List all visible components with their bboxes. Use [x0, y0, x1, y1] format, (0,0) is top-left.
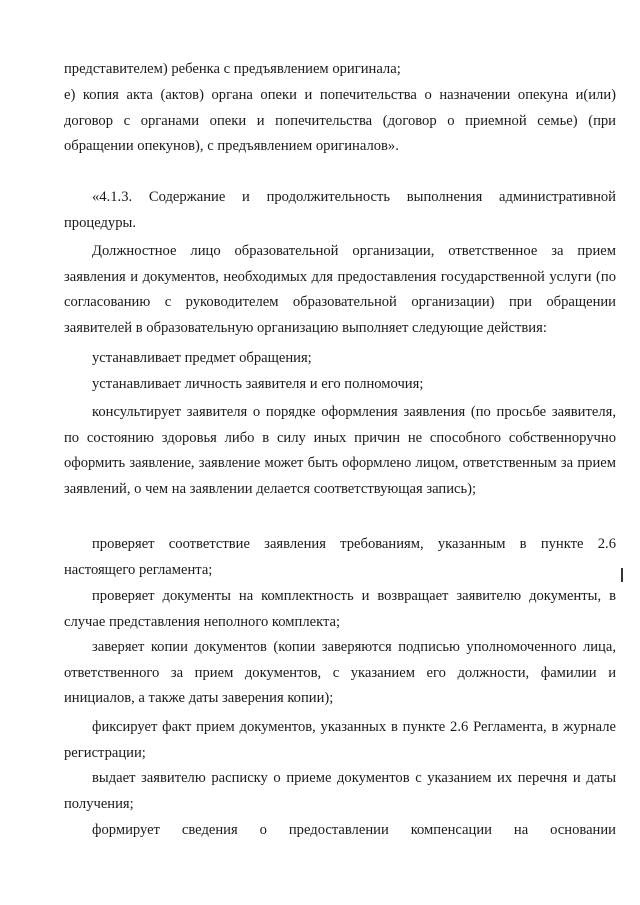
list-item: проверяет соответствие заявления требованиям, указанным в пункте 2.6 настоящего регламента;	[64, 536, 616, 578]
list-item: заверяет копии документов (копии заверяются подписью уполномоченного лица, ответственного за прием документов, с указанием его должности, фамилии и инициалов, а также даты заверения копии);	[64, 639, 616, 706]
list-item: формирует сведения о предоставлении компенсации на основании	[92, 822, 616, 838]
list-item: выдает заявителю расписку о приеме документов с указанием их перечня и даты получения;	[64, 770, 616, 812]
list-item: фиксирует факт прием документов, указанных в пункте 2.6 Регламента, в журнале регистрации;	[64, 719, 616, 761]
paragraph: е) копия акта (актов) органа опеки и попечительства о назначении опекуна и(или) договор с органами опеки и попечительства (договор о приемной семье) (при обращении опекунов), с предъявлением оригиналов».	[64, 87, 616, 154]
list-item: устанавливает предмет обращения;	[92, 350, 312, 366]
paragraph: представителем) ребенка с предъявлением оригинала;	[64, 61, 401, 77]
list-item: консультирует заявителя о порядке оформления заявления (по просьбе заявителя, по состоянию здоровья либо в силу иных причин не способного собственноручно оформить заявление, заявление может быть оформлено лицом, ответственным за прием заявлений, о чем на заявлении делается соответствующая запись);	[64, 404, 616, 497]
list-item: проверяет документы на комплектность и возвращает заявителю документы, в случае представления неполного комплекта;	[64, 588, 616, 630]
paragraph: Должностное лицо образовательной организации, ответственное за прием заявления и документов, необходимых для предоставления государственной услуги (по согласованию с руководителем образовательной организации) при обращении заявителей в образовательную организацию выполняет следующие действия:	[64, 243, 616, 336]
margin-mark	[621, 568, 623, 582]
list-item: устанавливает личность заявителя и его полномочия;	[92, 376, 424, 392]
section-heading: «4.1.3. Содержание и продолжительность выполнения административной процедуры.	[64, 189, 616, 231]
